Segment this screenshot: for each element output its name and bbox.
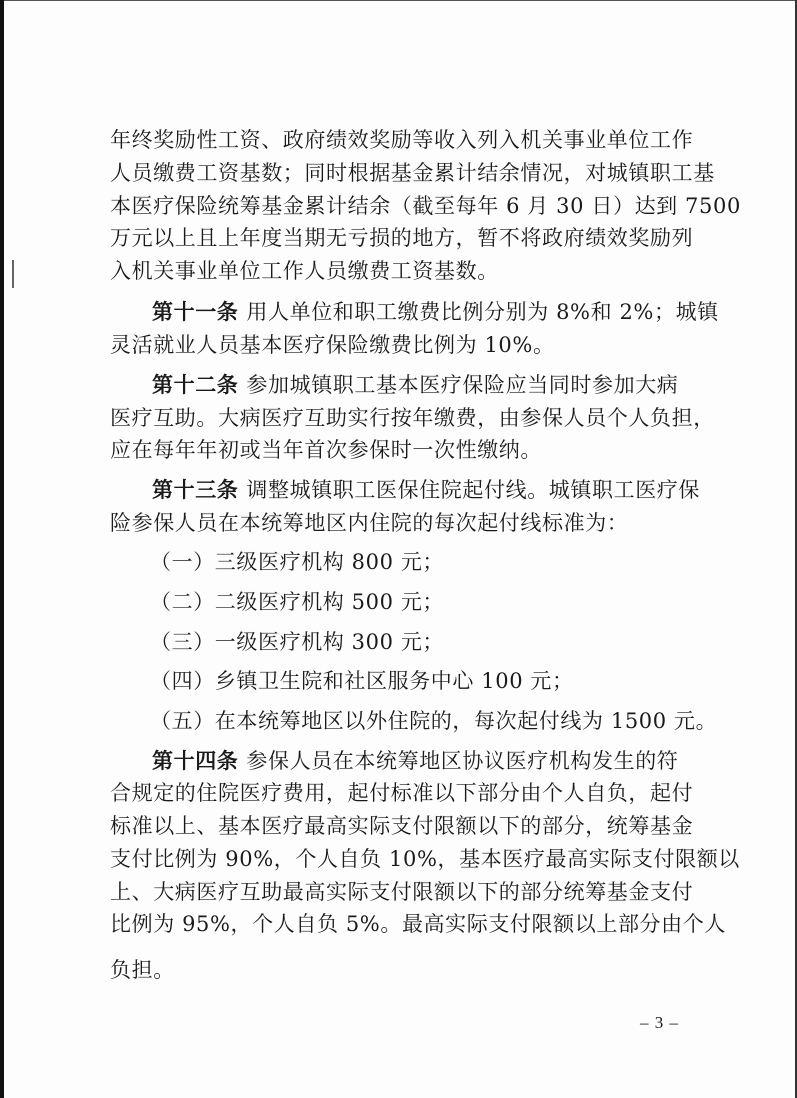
paragraph-line: 万元以上且上年度当期无亏损的地方，暂不将政府绩效奖励列 — [110, 226, 694, 250]
list-item: （五）在本统筹地区以外住院的，每次起付线为 1500 元。 — [150, 709, 718, 733]
paragraph-line: 标准以上、基本医疗最高实际支付限额以下的部分，统筹基金 — [110, 814, 694, 838]
article-11-text: 用人单位和职工缴费比例分别为 8%和 2%；城镇 — [246, 300, 719, 324]
article-12-heading: 第十二条 — [152, 373, 239, 397]
paragraph-line: 入机关事业单位工作人员缴费工资基数。 — [110, 259, 499, 283]
scan-edge-left — [0, 0, 4, 1098]
article-11-heading: 第十一条 — [152, 300, 239, 324]
paragraph-line: 本医疗保险统筹基金累计结余（截至每年 6 月 30 日）达到 7500 — [110, 194, 741, 218]
list-item: （一）三级医疗机构 800 元； — [150, 550, 445, 574]
list-item: （四）乡镇卫生院和社区服务中心 100 元； — [150, 669, 574, 693]
paragraph-line: 灵活就业人员基本医疗保险缴费比例为 10%。 — [110, 333, 555, 357]
paragraph-line: 比例为 95%，个人自负 5%。最高实际支付限额以上部分由个人 — [110, 912, 726, 936]
scan-mark — [12, 260, 14, 288]
article-13-first-line — [152, 475, 701, 505]
article-11-first-line — [152, 297, 719, 327]
paragraph-line: 人员缴费工资基数；同时根据基金累计结余情况，对城镇职工基 — [110, 161, 715, 185]
article-12-text: 参加城镇职工基本医疗保险应当同时参加大病 — [246, 373, 679, 397]
paragraph-line: 医疗互助。大病医疗互助实行按年缴费，由参保人员个人负担， — [110, 406, 715, 430]
paragraph-line: 合规定的住院医疗费用，起付标准以下部分由个人自负，起付 — [110, 781, 694, 805]
article-13-text: 调整城镇职工医保住院起付线。城镇职工医疗保 — [246, 478, 701, 502]
paragraph-line: 年终奖励性工资、政府绩效奖励等收入列入机关事业单位工作 — [110, 128, 694, 152]
article-14-heading: 第十四条 — [152, 749, 239, 773]
list-item: （二）二级医疗机构 500 元； — [150, 590, 445, 614]
page-number: – 3 – — [640, 1013, 679, 1032]
article-14-text: 参保人员在本统筹地区协议医疗机构发生的符 — [246, 749, 679, 773]
list-item: （三）一级医疗机构 300 元； — [150, 630, 445, 654]
scan-edge-top — [0, 0, 797, 1]
paragraph-line: 支付比例为 90%，个人自负 10%，基本医疗最高实际支付限额以 — [110, 847, 740, 871]
paragraph-line: 上、大病医疗互助最高实际支付限额以下的部分统筹基金支付 — [110, 880, 694, 904]
article-14-first-line — [152, 746, 685, 776]
article-13-heading: 第十三条 — [152, 478, 239, 502]
paragraph-line: 险参保人员在本统筹地区内住院的每次起付线标准为： — [110, 511, 629, 535]
article-12-first-line — [152, 370, 685, 400]
paragraph-line-last: 负担。 — [110, 958, 175, 982]
paragraph-line: 应在每年年初或当年首次参保时一次性缴纳。 — [110, 438, 542, 462]
